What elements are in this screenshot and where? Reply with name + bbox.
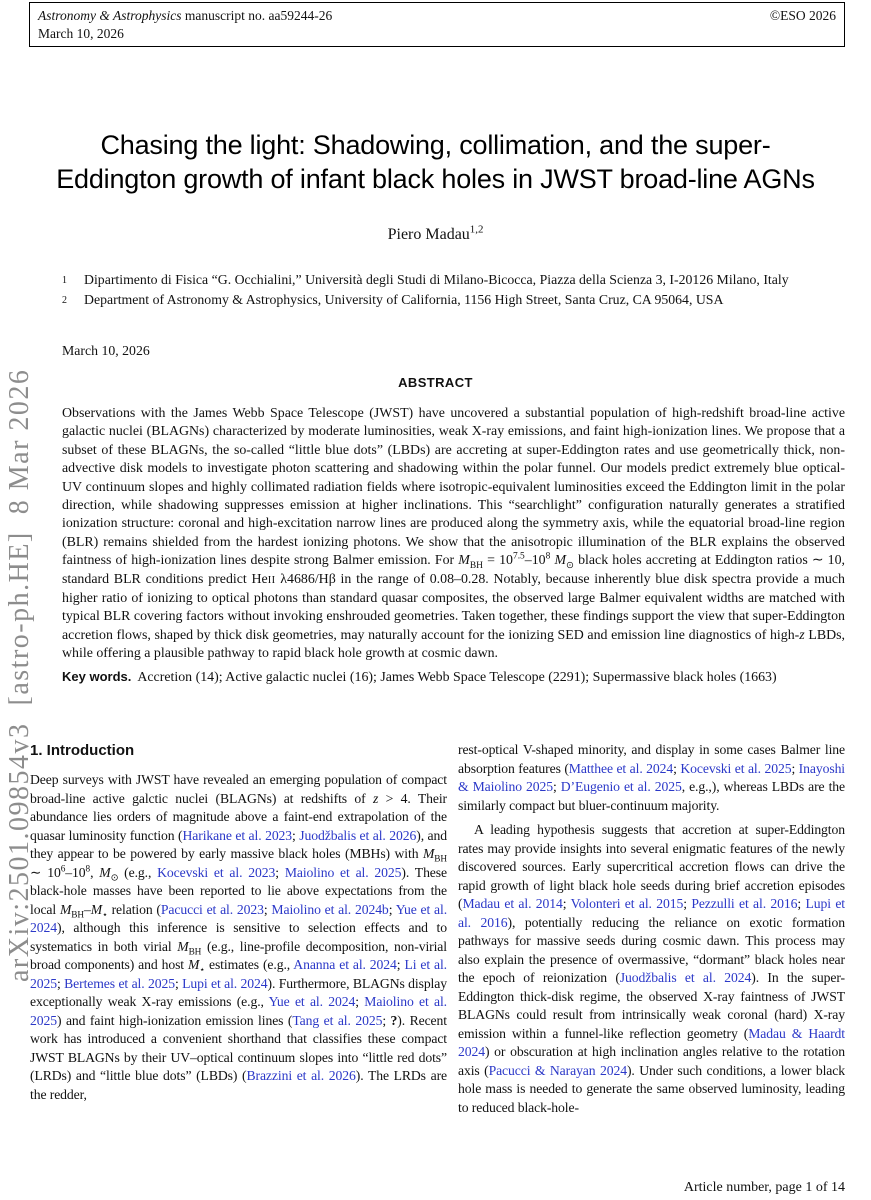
abstract-text: Observations with the James Webb Space Telescope (JWST) have uncovered a substantial population of high-redshift broad-line active galactic nuclei (BLAGNs) characterized by moderate luminosities, weak X-ray emissions, and faint high-ionization lines. We propose that a subset of these BLAGNs, the so-called “little blue dots” (LBDs) are accreting at super-Eddington rates and use geometrically thick, non-advective disk models to investigate photon scattering and shadowing within the polar funnel. Our models predict extremely blue optical-UV continuum slopes and highly collimated radiation fields where isotropic-equivalent luminosities exceed the Eddington limit in the polar direction, while shadowing suppresses emission at higher inclinations. This “searchlight” configuration naturally generates a stratified ionization structure: coronal and high-excitation narrow lines are produced along the symmetry axis, while the equatorial broad-line region (BLR) remains shielded from the hardest ionizing photons. We show that the anisotropic illumination of the BLR explains the observed faintness of high-ionization lines despite strong Balmer emission. For $M_{BH} = 10^{7.5}-10^8$ $M_⊙$ black holes accreting at Eddington ratios ∼ 10, standard BLR conditions predict HeII λ4686/Hβ in the range of 0.08–0.28. Notably, because inherently blue disk spectra provide a much higher ratio of ionizing to optical photons than standard quasar composites, the observed large Balmer equivalent widths are matched with typical BLR covering factors without invoking enshrouded geometries. Taken together, these findings support the view that super-Eddington accretion flows, shaped by thick disk geometries, may naturally account for the ionizing SED and emission line diagnostics of high-z LBDs, while offering a plausible pathway to rapid black hole growth at cosmic dawn. (62, 406, 845, 662)
citation-link[interactable]: Matthee et al. 2024 (568, 760, 674, 776)
intro-right-paragraph-1: rest-optical V-shaped minority, and display in some cases Balmer line absorption features (Matthee et al. 2024; Kocevski et al. 2025; Inayoshi & Maiolino 2025; D’Eugenio et al. 2025, e.g.,), whereas LBDs are the similarly compact but bluer-continuum majority. (458, 742, 845, 813)
citation-link[interactable]: Juodžbalis et al. 2024 (619, 970, 752, 985)
affiliation-item (62, 271, 845, 291)
intro-right-paragraph-2: A leading hypothesis suggests that accretion at super-Eddington rates may provide insights into several enigmatic features of the newly discovered sources. Early supercritical accretion flows can drive the rapid growth of light black hole seeds during brief accretion episodes (Madau et al. 2014; Volonteri et al. 2015; Pezzulli et al. 2016; Lupi et al. 2016), potentially reducing the reliance on exotic formation pathways for massive seeds during cosmic dawn. This process may also explain the presence of overmassive, “dormant” black holes near the epoch of reionization (Juodžbalis et al. 2024). In the super-Eddington thick-disk regime, the observed X-ray faintness of JWST BLAGNs could result from intrinsically weak coronal (hard) X-ray emission within a funnel-like reflection geometry (Madau & Haardt 2024) or obscuration at high inclination angles relative to the rotation axis (Pacucci & Narayan 2024). Under such conditions, a lower black hole mass is needed to generate the same observed luminosity, leading to reduced black-hole- (458, 822, 845, 1115)
keywords-line (62, 668, 845, 687)
citation-link[interactable]: Tang et al. 2025 (292, 1012, 383, 1028)
paper-title: Chasing the light: Shadowing, collimation, and the super-Eddington growth of infant black holes in JWST broad-line AGNs (56, 130, 815, 195)
author-name: Piero Madau (387, 226, 470, 243)
citation-link[interactable]: Pacucci & Narayan 2024 (488, 1062, 627, 1078)
header-date-line: March 10, 2026 (38, 26, 124, 41)
submission-date: March 10, 2026 (62, 343, 150, 358)
citation-link[interactable]: Brazzini et al. 2026 (246, 1068, 356, 1083)
citation-link[interactable]: Pezzulli et al. 2016 (691, 896, 798, 911)
intro-left-paragraph: Deep surveys with JWST have revealed an emerging population of compact broad-line active galctic nuclei (BLAGNs) at redshifts of z > 4. Their abundance lies orders of magnitude above a faint-end extrapolation of the quasar luminosity function (Harikane et al. 2023; Juodžbalis et al. 2026), and they appear to be powered by early massive black holes (MBHs) with $M_{BH}$ ∼ $10^6-10^8$, $M_⊙$ (e.g., Kocevski et al. 2023; Maiolino et al. 2025). These black-hole masses have been reported to lie above expectations from the local $M_{BH}-M_⋆$ relation (Pacucci et al. 2023; Maiolino et al. 2024b; Yue et al. 2024), although this inference is sensitive to selection effects and to systematics in both virial $M_{BH}$ (e.g., line-profile decomposition, non-virial broad components) and host $M_⋆$ estimates (e.g., Ananna et al. 2024; Li et al. 2025; Bertemes et al. 2025; Lupi et al. 2024). Furthermore, BLAGNs display exceptionally weak X-ray emissions (e.g., Yue et al. 2024; Maiolino et al. 2025) and faint high-ionization emission lines (Tang et al. 2025; ?). Recent work has introduced a convenient shorthand that classifies these compact JWST BLAGNs by their UV–optical continuum slopes into “little red dots” (LRDs) and “little blue dots” (LBDs) (Brazzini et al. 2026). The LRDs are the redder, (30, 772, 448, 1102)
citation-link[interactable]: Volonteri et al. 2015 (570, 896, 684, 911)
citation-link[interactable]: Kocevski et al. 2025 (680, 760, 792, 776)
citation-link[interactable]: Maiolino et al. 2025 (284, 864, 402, 880)
author-affil-marks: 1,2 (469, 223, 484, 236)
citation-link[interactable]: Bertemes et al. 2025 (64, 975, 175, 991)
keywords-label: Key words. (62, 669, 132, 684)
citation-link[interactable]: Pacucci et al. 2023 (160, 901, 264, 917)
citation-link[interactable]: Maiolino et al. 2024b (271, 901, 389, 917)
manuscript-header-left (38, 7, 332, 43)
affiliation-number: 1 (62, 275, 67, 286)
affiliation-item (62, 291, 845, 311)
right-column (458, 740, 845, 1190)
citation-link[interactable]: D’Eugenio et al. 2025 (560, 779, 682, 794)
citation-link[interactable]: Yue et al. 2024 (268, 994, 356, 1009)
citation-link[interactable]: Lupi et al. 2024 (182, 975, 268, 991)
left-column (30, 740, 447, 1190)
affiliation-number: 2 (62, 294, 67, 306)
manuscript-header-box (29, 2, 845, 47)
abstract-heading: ABSTRACT (398, 375, 473, 390)
keywords-text: Accretion (14); Active galactic nuclei (16); James Webb Space Telescope (2291); Supermassive black holes (1663) (137, 670, 777, 685)
section-heading-introduction: 1. Introduction (30, 742, 135, 759)
citation-link[interactable]: Ananna et al. 2024 (293, 957, 397, 972)
citation-link[interactable]: Li et al. 2025 (30, 957, 447, 991)
citation-link[interactable]: Madau et al. 2014 (462, 896, 563, 911)
author-line (0, 223, 871, 244)
affiliation-list (62, 271, 845, 310)
citation-link[interactable]: Madau & Haardt 2024 (458, 1025, 845, 1059)
citation-link[interactable]: Juodžbalis et al. 2026 (299, 827, 417, 843)
arxiv-identifier-stamp: arXiv:2501.09854v3 [astro-ph.HE] 8 Mar 2026 (4, 368, 35, 982)
citation-link[interactable]: Kocevski et al. 2023 (157, 864, 276, 880)
citation-link[interactable]: Inayoshi & Maiolino 2025 (458, 760, 845, 794)
affiliation-text: Department of Astronomy & Astrophysics, University of California, 1156 High Street, Santa Cruz, CA 95064, USA (84, 291, 724, 307)
citation-link[interactable]: Lupi et al. 2016 (458, 896, 845, 930)
citation-link[interactable]: Maiolino et al. 2025 (30, 994, 447, 1028)
journal-manuscript-line: Astronomy & Astrophysics manuscript no. aa59244-26 (38, 8, 333, 23)
copyright-notice: ©ESO 2026 (769, 8, 836, 23)
citation-link[interactable]: Harikane et al. 2023 (182, 827, 293, 843)
citation-link[interactable]: Yue et al. 2024 (30, 901, 448, 935)
footer-article-number: Article number, page 1 of 14 (683, 1180, 845, 1195)
affiliation-text: Dipartimento di Fisica “G. Occhialini,” Università degli Studi di Milano-Bicocca, Piazza della Scienza 3, I-20126 Milano, Italy (84, 272, 789, 287)
body-columns (30, 740, 845, 1190)
